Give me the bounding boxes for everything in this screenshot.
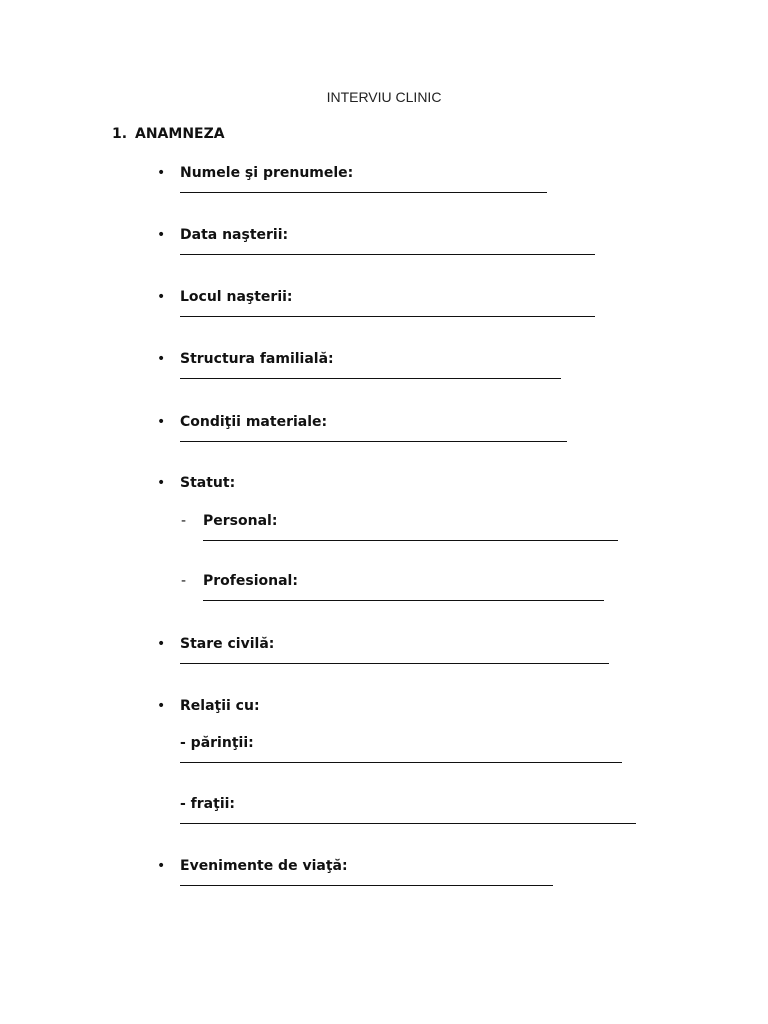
dash-marker: - (181, 573, 187, 589)
field-birth-place (157, 288, 293, 306)
bullet-marker: • (157, 414, 166, 430)
field-label-status-professional: Profesional: (203, 573, 298, 589)
fill-in-line-status-personal[interactable] (203, 540, 618, 541)
dash-marker: - (181, 513, 187, 529)
bullet-marker: • (157, 475, 166, 491)
field-label-life-events: Evenimente de viaţă: (180, 858, 348, 874)
fill-in-line-material-conditions[interactable] (180, 441, 567, 442)
field-life-events (157, 857, 348, 875)
fill-in-line-family-structure[interactable] (180, 378, 561, 379)
fill-in-line-birth-place[interactable] (180, 316, 595, 317)
field-relations-parents (180, 734, 254, 752)
field-marital-status (157, 635, 275, 653)
field-label-relations-siblings: - fraţii: (180, 796, 236, 812)
field-label-status-personal: Personal: (203, 513, 278, 529)
bullet-marker: • (157, 351, 166, 367)
fill-in-line-birth-date[interactable] (180, 254, 595, 255)
section-title: ANAMNEZA (135, 126, 225, 142)
field-status-personal (181, 512, 278, 530)
field-label-birth-place: Locul naşterii: (180, 289, 293, 305)
field-label-name: Numele şi prenumele: (180, 165, 354, 181)
bullet-marker: • (157, 698, 166, 714)
field-label-relations-parents: - părinţii: (180, 735, 254, 751)
section-heading-anamneza (112, 126, 225, 142)
field-birth-date (157, 226, 289, 244)
bullet-marker: • (157, 636, 166, 652)
field-label-status: Statut: (180, 475, 236, 491)
bullet-marker: • (157, 227, 166, 243)
field-status (157, 474, 236, 492)
document-title: INTERVIU CLINIC (326, 89, 442, 105)
field-label-marital-status: Stare civilă: (180, 636, 275, 652)
fill-in-line-status-professional[interactable] (203, 600, 604, 601)
field-relations-siblings (180, 795, 235, 813)
field-name (157, 164, 354, 182)
fill-in-line-marital-status[interactable] (180, 663, 609, 664)
section-number: 1. (112, 126, 128, 142)
bullet-marker: • (157, 165, 166, 181)
bullet-marker: • (157, 858, 166, 874)
field-material-conditions (157, 413, 328, 431)
field-status-professional (181, 572, 298, 590)
field-family-structure (157, 350, 334, 368)
fill-in-line-life-events[interactable] (180, 885, 553, 886)
fill-in-line-name[interactable] (180, 192, 547, 193)
field-label-birth-date: Data naşterii: (180, 227, 289, 243)
field-label-family-structure: Structura familială: (180, 351, 334, 367)
field-label-material-conditions: Condiţii materiale: (180, 414, 328, 430)
fill-in-line-relations-siblings[interactable] (180, 823, 636, 824)
field-label-relations: Relaţii cu: (180, 698, 260, 714)
bullet-marker: • (157, 289, 166, 305)
field-relations (157, 697, 260, 715)
fill-in-line-relations-parents[interactable] (180, 762, 622, 763)
